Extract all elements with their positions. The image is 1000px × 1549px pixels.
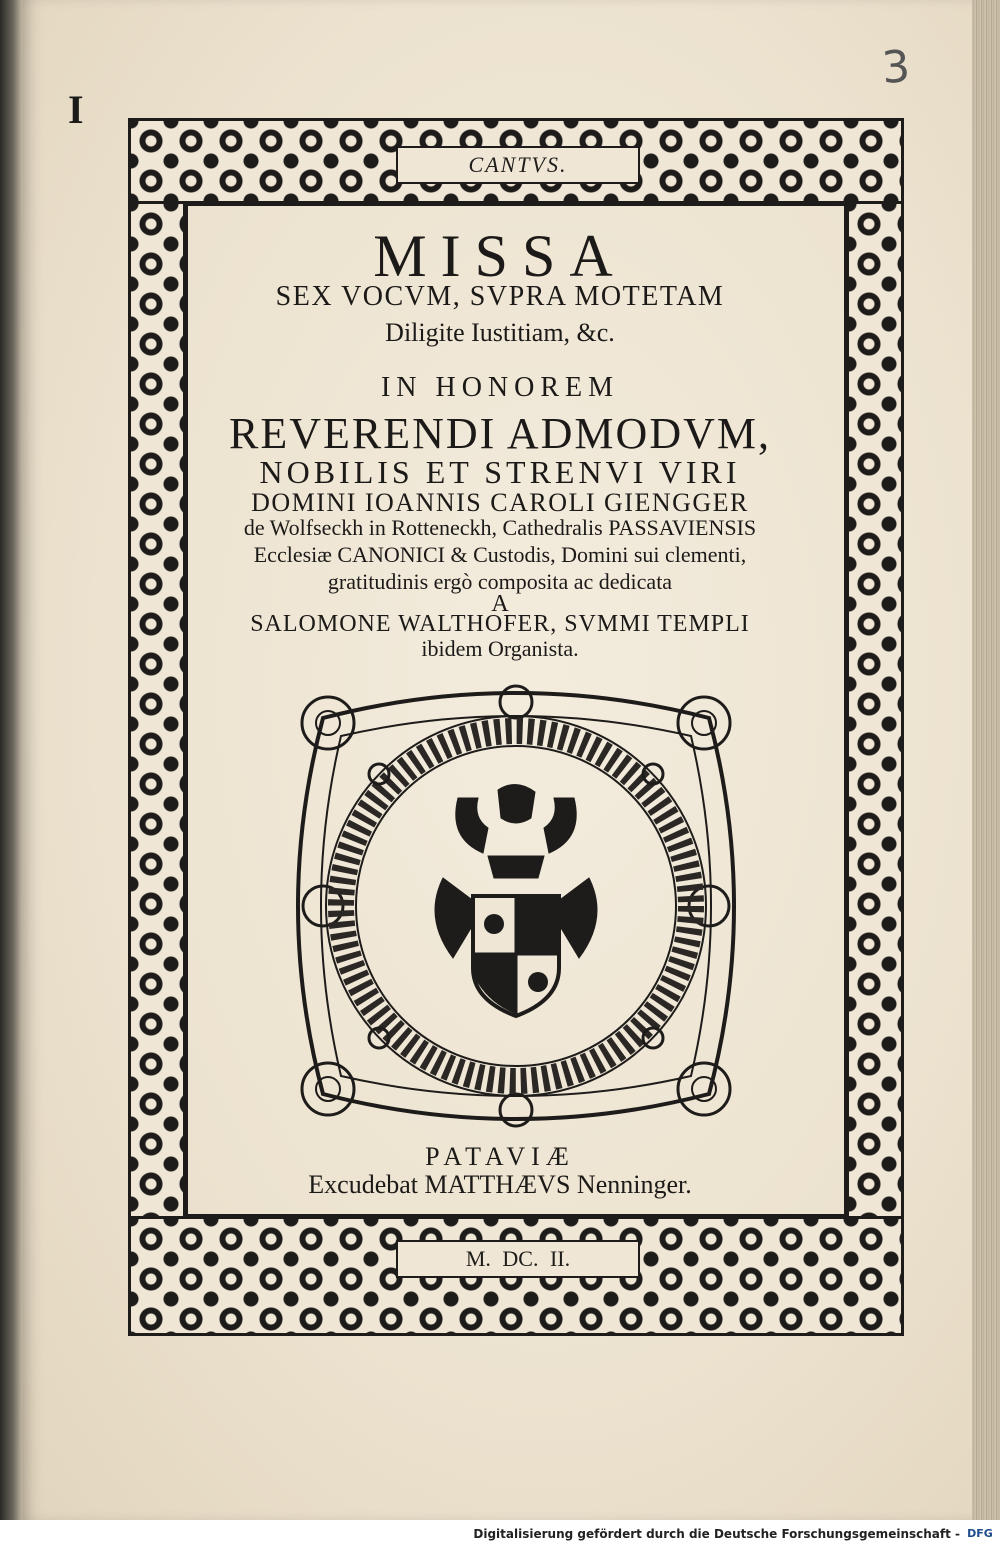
subtitle-line-2: Diligite Iustitiam, &c. xyxy=(385,318,615,347)
folio-number: 3 xyxy=(880,41,912,94)
coat-of-arms-emblem xyxy=(283,678,749,1134)
imprint-year: M. DC. II. xyxy=(396,1240,640,1278)
dedicatee-line-4: de Wolfseckh in Rotteneckh, Cathedralis PASSAVIENSIS xyxy=(243,515,757,540)
page-title: MISSA xyxy=(373,223,627,289)
voice-label: CANTVS. xyxy=(396,146,640,184)
border-band-left xyxy=(128,204,186,1216)
dedicatee-line-3: DOMINI IOANNIS CAROLI GIENGGER xyxy=(251,488,749,517)
border-band-right xyxy=(846,204,904,1216)
dedication-intro: IN HONOREM xyxy=(380,372,620,403)
imprint-printer: Excudebat MATTHÆVS Nenninger. xyxy=(308,1170,692,1199)
signature-mark: I xyxy=(68,87,84,132)
dedicatee-line-1: REVERENDI ADMODVM, xyxy=(229,409,771,458)
subtitle-line-1: SEX VOCVM, SVPRA MOTETAM xyxy=(275,281,725,312)
author-preposition: A xyxy=(491,591,509,617)
dfg-logo-icon: DFG xyxy=(967,1527,993,1540)
composer-line-2: ibidem Organista. xyxy=(421,636,579,661)
dedicatee-line-6: gratitudinis ergò composita ac dedicata xyxy=(327,569,673,594)
footer-credit: Digitalisierung gefördert durch die Deutsche Forschungsgemeinschaft - xyxy=(473,1527,960,1541)
digitization-footer xyxy=(0,1520,1000,1549)
dedicatee-line-2: NOBILIS ET STRENVI VIRI xyxy=(259,454,741,490)
composer-line-1: SALOMONE WALTHOFER, SVMMI TEMPLI xyxy=(250,611,750,637)
imprint-place: PATAVIÆ xyxy=(425,1142,575,1171)
dedicatee-line-5: Ecclesiæ CANONICI & Custodis, Domini sui clementi, xyxy=(253,542,747,567)
